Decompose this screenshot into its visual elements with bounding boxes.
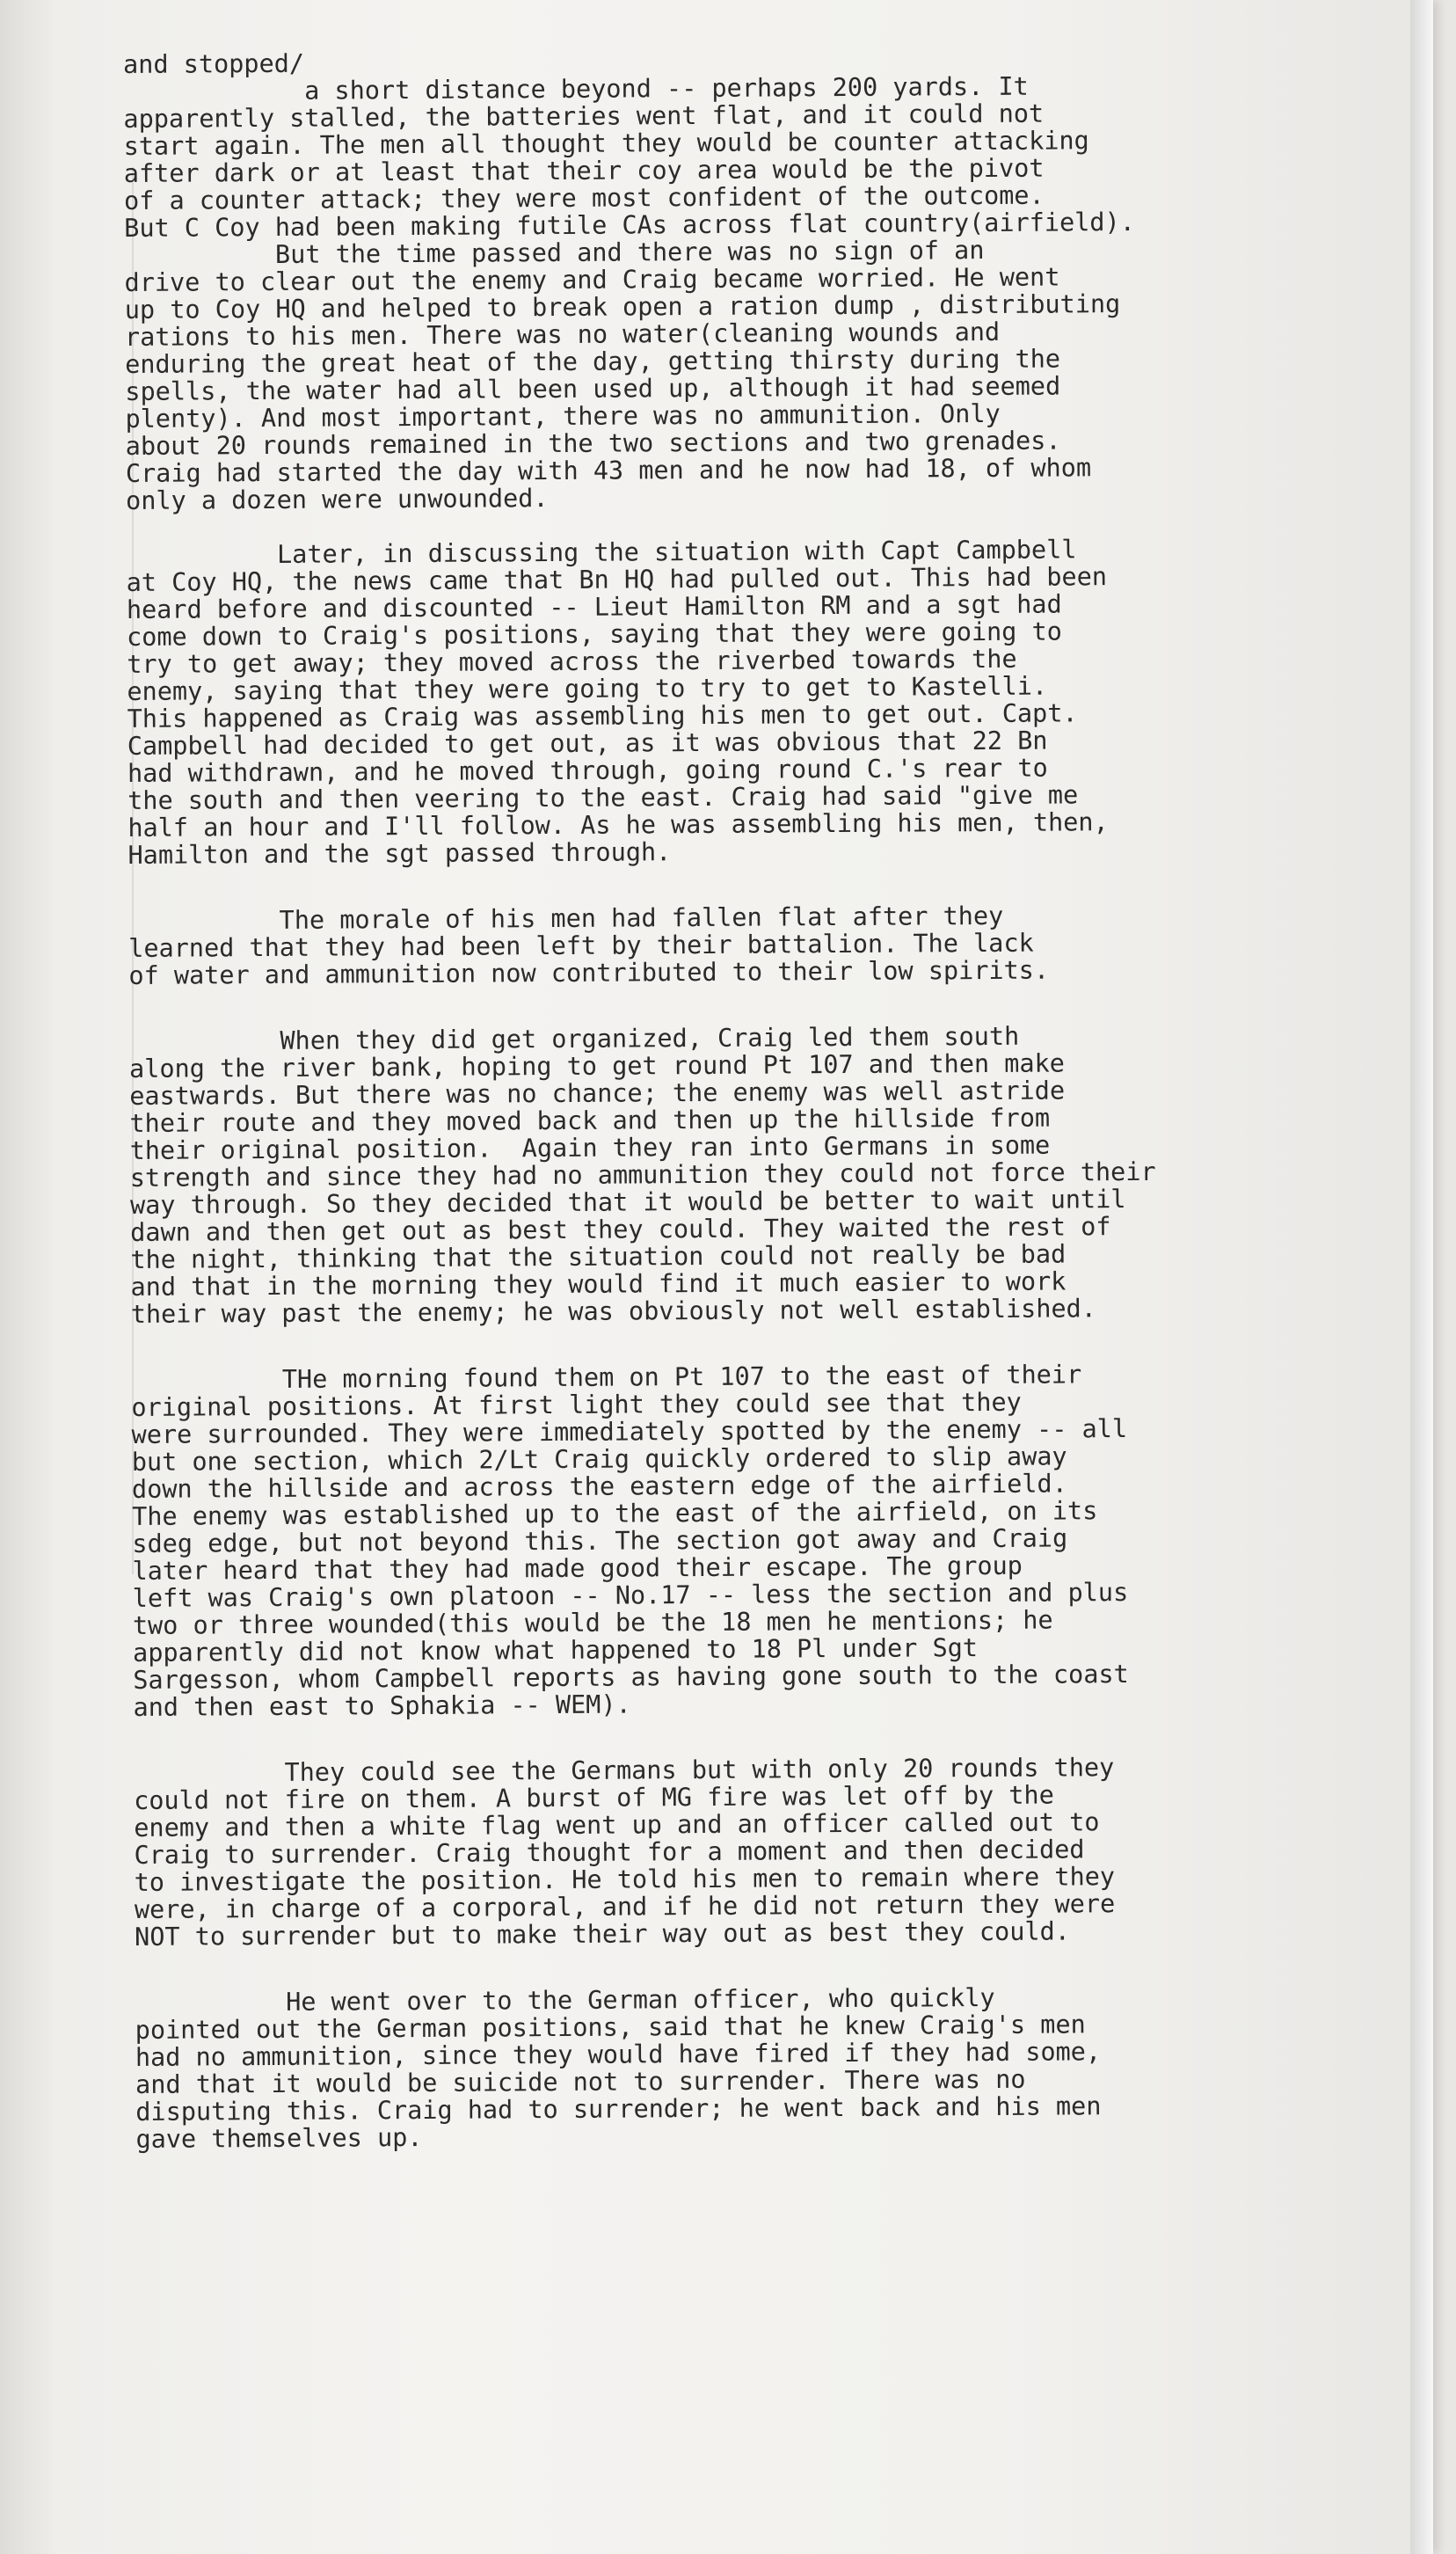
text-line: heard before and discounted -- Lieut Hamilton RM and a sgt had bbox=[126, 589, 1062, 624]
text-line: had no ammunition, since they would have fired if they had some, bbox=[135, 2037, 1102, 2072]
text-line: original positions. At first light they could see that they bbox=[131, 1387, 1022, 1422]
text-line: left was Craig's own platoon -- No.17 -- less the section and plus bbox=[132, 1578, 1129, 1613]
text-line: way through. So they decided that it would be better to wait until bbox=[129, 1185, 1126, 1220]
text-line: come down to Craig's positions, saying that they were going to bbox=[126, 617, 1062, 652]
text-line: Craig had started the day with 43 men and he now had 18, of whom bbox=[125, 453, 1092, 488]
text-line: two or three wounded(this would be the 18 men he mentions; he bbox=[132, 1605, 1053, 1640]
text-line: dawn and then get out as best they could. They waited the rest of bbox=[130, 1212, 1111, 1247]
text-line: eastwards. But there was no chance; the enemy was well astride bbox=[129, 1076, 1066, 1111]
text-line: He went over to the German officer, who quickly bbox=[135, 1982, 995, 2018]
text-line: a short distance beyond -- perhaps 200 yards. It bbox=[123, 71, 1029, 106]
text-line: The morale of his men had fallen flat after they bbox=[127, 901, 1004, 936]
text-line: THe morning found them on Pt 107 to the east of their bbox=[131, 1360, 1082, 1395]
text-line: Campbell had decided to get out, as it was obvious that 22 Bn bbox=[127, 726, 1048, 761]
text-line: had withdrawn, and he moved through, going round C.'s rear to bbox=[127, 753, 1048, 788]
text-line: This happened as Craig was assembling his men to get out. Capt. bbox=[127, 698, 1078, 733]
text-line: disputing this. Craig had to surrender; he went back and his men bbox=[135, 2091, 1102, 2127]
text-line: learned that they had been left by their battalion. The lack bbox=[128, 928, 1034, 963]
text-line: start again. The men all thought they would be counter attacking bbox=[123, 126, 1089, 161]
paragraph bbox=[129, 1020, 1450, 1328]
text-line: but one section, which 2/Lt Craig quickly ordered to slip away bbox=[131, 1441, 1067, 1477]
text-line: spells, the water had all been used up, although it had seemed bbox=[125, 371, 1061, 406]
text-line: were, in charge of a corporal, and if he did not return they were bbox=[134, 1889, 1116, 1924]
text-line: drive to clear out the enemy and Craig became worried. He went bbox=[124, 262, 1060, 297]
paragraph bbox=[134, 1752, 1453, 1951]
typed-text-body bbox=[123, 43, 1455, 2153]
paragraph bbox=[131, 1359, 1452, 1721]
text-line: But C Coy had been making futile CAs across flat country(airfield). bbox=[124, 207, 1135, 243]
paragraph bbox=[128, 900, 1448, 989]
text-line: But the time passed and there was no sign of an bbox=[124, 236, 985, 270]
text-line: and that it would be suicide not to surrender. There was no bbox=[135, 2064, 1026, 2099]
text-line: along the river bank, hoping to get round Pt 107 and then make bbox=[128, 1048, 1065, 1084]
text-line: sdeg edge, but not beyond this. The section got away and Craig bbox=[132, 1523, 1068, 1558]
text-line: Craig to surrender. Craig thought for a moment and then decided bbox=[134, 1835, 1085, 1870]
text-line: NOT to surrender but to make their way out as best they could. bbox=[134, 1916, 1071, 1952]
text-line: up to Coy HQ and helped to break open a ration dump , distributing bbox=[124, 289, 1121, 325]
text-line: their original position. Again they ran into Germans in some bbox=[129, 1130, 1051, 1165]
paragraph bbox=[126, 534, 1446, 869]
text-line: enemy and then a white flag went up and an officer called out to bbox=[134, 1807, 1100, 1843]
text-line: plenty). And most important, there was no ammunition. Only bbox=[125, 398, 1001, 434]
text-line: They could see the Germans but with only 20 rounds they bbox=[133, 1753, 1115, 1788]
text-line: the south and then veering to the east. Craig had said "give me bbox=[127, 780, 1079, 815]
text-line: of water and ammunition now contributed to their low spirits. bbox=[128, 955, 1050, 990]
text-line: The enemy was established up to the east of the airfield, on its bbox=[132, 1496, 1098, 1531]
text-line: and stopped/ bbox=[122, 48, 305, 79]
text-line: try to get away; they moved across the riverbed towards the bbox=[127, 644, 1017, 679]
paragraph bbox=[123, 43, 1445, 514]
text-line: of a counter attack; they were most confident of the outcome. bbox=[123, 180, 1045, 215]
text-line: their route and they moved back and then up the hillside from bbox=[129, 1103, 1051, 1138]
text-line: down the hillside and across the eastern edge of the airfield. bbox=[131, 1469, 1067, 1504]
paragraph bbox=[135, 1981, 1454, 2153]
text-line: about 20 rounds remained in the two sections and two grenades. bbox=[125, 426, 1061, 461]
text-line: apparently stalled, the batteries went flat, and it could not bbox=[123, 99, 1045, 134]
text-line: their way past the enemy; he was obviously not well established. bbox=[130, 1294, 1096, 1329]
text-line: Hamilton and the sgt passed through. bbox=[127, 837, 672, 870]
text-line: When they did get organized, Craig led them south bbox=[128, 1021, 1020, 1056]
text-line: could not fire on them. A burst of MG fire was let off by the bbox=[134, 1780, 1054, 1815]
text-line: and that in the morning they would find it much easier to work bbox=[130, 1266, 1067, 1302]
text-line: Later, in discussing the situation with Capt Campbell bbox=[126, 535, 1077, 570]
text-line: gave themselves up. bbox=[135, 2122, 423, 2154]
text-line: apparently did not know what happened to 18 Pl under Sgt bbox=[133, 1633, 979, 1667]
text-line: the night, thinking that the situation could not really be bad bbox=[130, 1239, 1067, 1274]
text-line: enduring the great heat of the day, getting thirsty during the bbox=[125, 344, 1061, 379]
text-line: were surrounded. They were immediately spotted by the enemy -- all bbox=[131, 1414, 1128, 1449]
text-line: enemy, saying that they were going to try to get to Kastelli. bbox=[127, 671, 1048, 706]
text-line: only a dozen were unwounded. bbox=[126, 484, 549, 515]
text-line: Sargesson, whom Campbell reports as having gone south to the coast bbox=[133, 1660, 1129, 1695]
text-line: strength and since they had no ammunition they could not force their bbox=[129, 1157, 1156, 1193]
text-line: half an hour and I'll follow. As he was assembling his men, then, bbox=[127, 807, 1109, 843]
text-line: and then east to Sphakia -- WEM). bbox=[133, 1689, 631, 1722]
text-line: to investigate the position. He told his men to remain where they bbox=[134, 1862, 1116, 1897]
text-line: after dark or at least that their coy area would be the pivot bbox=[123, 153, 1045, 188]
text-line: at Coy HQ, the news came that Bn HQ had pulled out. This had been bbox=[126, 562, 1108, 597]
text-line: later heard that they had made good their escape. The group bbox=[132, 1551, 1023, 1586]
text-line: pointed out the German positions, said that he knew Craig's men bbox=[135, 2010, 1086, 2045]
text-line: rations to his men. There was no water(cleaning wounds and bbox=[124, 317, 1001, 352]
